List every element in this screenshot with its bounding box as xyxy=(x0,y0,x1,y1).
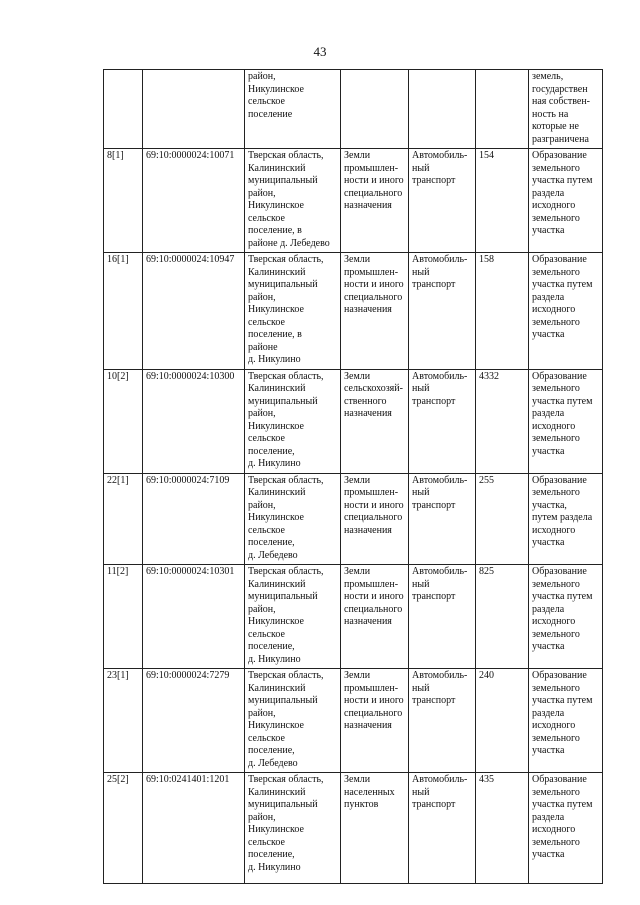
cell-permitted-use: Автомобиль- ный транспорт xyxy=(409,669,476,773)
cell-land-category: Земли промышлен- ности и иного специального назначения xyxy=(341,149,409,253)
cell-land-category: Земли промышлен- ности и иного специального назначения xyxy=(341,253,409,370)
cell-permitted-use: Автомобиль- ный транспорт xyxy=(409,369,476,473)
cell-area: 255 xyxy=(476,473,529,565)
cell-location: район, Никулинское сельское поселение xyxy=(245,70,341,149)
cell-number: 23[1] xyxy=(104,669,143,773)
cell-number xyxy=(104,70,143,149)
cell-cadastral-number: 69:10:0000024:7109 xyxy=(143,473,245,565)
cell-land-category: Земли промышлен- ности и иного специального назначения xyxy=(341,473,409,565)
cell-location: Тверская область, Калининский муниципальный район, Никулинское сельское поселение, д. Никулино xyxy=(245,369,341,473)
cell-area: 154 xyxy=(476,149,529,253)
cell-permitted-use: Автомобиль- ный транспорт xyxy=(409,149,476,253)
cell-basis: Образование земельного участка путем раздела исходного земельного участка xyxy=(529,369,603,473)
cell-number: 22[1] xyxy=(104,473,143,565)
cell-area: 240 xyxy=(476,669,529,773)
cell-location: Тверская область, Калининский муниципальный район, Никулинское сельское поселение, д. Никулино xyxy=(245,565,341,669)
table-row xyxy=(104,253,603,370)
cell-permitted-use: Автомобиль- ный транспорт xyxy=(409,253,476,370)
cell-basis: Образование земельного участка, путем раздела исходного участка xyxy=(529,473,603,565)
cell-number: 16[1] xyxy=(104,253,143,370)
page-number: 43 xyxy=(313,44,327,59)
cell-cadastral-number: 69:10:0000024:10301 xyxy=(143,565,245,669)
cell-basis: Образование земельного участка путем раздела исходного земельного участка xyxy=(529,565,603,669)
cell-cadastral-number: 69:10:0241401:1201 xyxy=(143,773,245,884)
cell-basis: земель, государствен ная собствен- ность на которые не разграничена xyxy=(529,70,603,149)
cell-basis: Образование земельного участка путем раздела исходного земельного участка xyxy=(529,253,603,370)
cell-area xyxy=(476,70,529,149)
cell-number: 25[2] xyxy=(104,773,143,884)
cell-number: 11[2] xyxy=(104,565,143,669)
cell-location: Тверская область, Калининский муниципальный район, Никулинское сельское поселение, в районе д. Никулино xyxy=(245,253,341,370)
cell-permitted-use: Автомобиль- ный транспорт xyxy=(409,565,476,669)
cell-location: Тверская область, Калининский муниципальный район, Никулинское сельское поселение, д. Никулино xyxy=(245,773,341,884)
table-row xyxy=(104,70,603,149)
cell-location: Тверская область, Калининский муниципальный район, Никулинское сельское поселение, в районе д. Лебедево xyxy=(245,149,341,253)
table-row xyxy=(104,669,603,773)
cell-permitted-use: Автомобиль- ный транспорт xyxy=(409,773,476,884)
cell-cadastral-number: 69:10:0000024:7279 xyxy=(143,669,245,773)
cell-cadastral-number: 69:10:0000024:10071 xyxy=(143,149,245,253)
cell-number: 10[2] xyxy=(104,369,143,473)
cell-permitted-use xyxy=(409,70,476,149)
cell-area: 825 xyxy=(476,565,529,669)
table-row xyxy=(104,369,603,473)
cell-land-category xyxy=(341,70,409,149)
cell-land-category: Земли промышлен- ности и иного специального назначения xyxy=(341,565,409,669)
table-row xyxy=(104,773,603,884)
cell-basis: Образование земельного участка путем раздела исходного земельного участка xyxy=(529,149,603,253)
cell-cadastral-number: 69:10:0000024:10300 xyxy=(143,369,245,473)
cell-area: 435 xyxy=(476,773,529,884)
cell-basis: Образование земельного участка путем раздела исходного земельного участка xyxy=(529,669,603,773)
cell-area: 158 xyxy=(476,253,529,370)
table-row xyxy=(104,473,603,565)
cell-land-category: Земли сельскохозяй- ственного назначения xyxy=(341,369,409,473)
cell-location: Тверская область, Калининский район, Никулинское сельское поселение, д. Лебедево xyxy=(245,473,341,565)
cell-land-category: Земли промышлен- ности и иного специального назначения xyxy=(341,669,409,773)
cell-basis: Образование земельного участка путем раздела исходного земельного участка xyxy=(529,773,603,884)
table-row xyxy=(104,149,603,253)
table-row xyxy=(104,565,603,669)
cell-land-category: Земли населенных пунктов xyxy=(341,773,409,884)
cell-area: 4332 xyxy=(476,369,529,473)
cell-permitted-use: Автомобиль- ный транспорт xyxy=(409,473,476,565)
cell-location: Тверская область, Калининский муниципальный район, Никулинское сельское поселение, д. Лебедево xyxy=(245,669,341,773)
cell-cadastral-number: 69:10:0000024:10947 xyxy=(143,253,245,370)
land-plots-table xyxy=(103,69,603,884)
cell-cadastral-number xyxy=(143,70,245,149)
cell-number: 8[1] xyxy=(104,149,143,253)
